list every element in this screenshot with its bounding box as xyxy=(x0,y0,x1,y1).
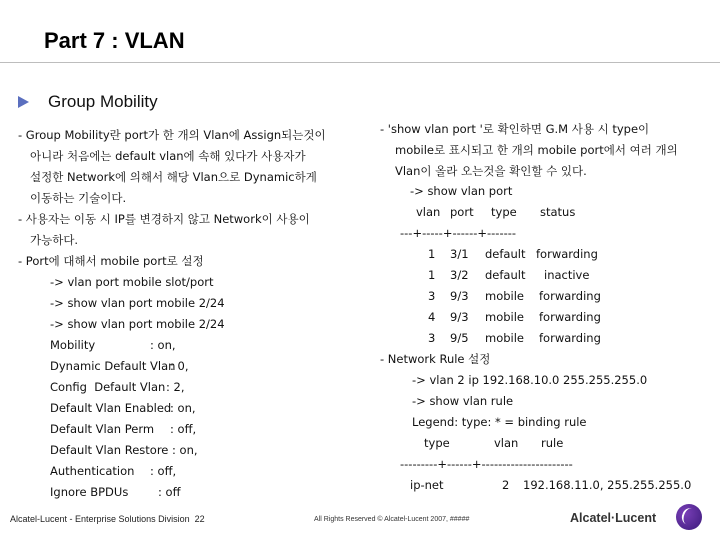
setting-value: : off, xyxy=(150,464,177,478)
cmd-line: -> show vlan port xyxy=(410,184,513,198)
left-line: 설정한 Network에 의해서 해당 Vlan으로 Dynamic하게 xyxy=(30,170,317,184)
cmd-line: -> show vlan rule xyxy=(412,394,514,408)
left-line: 아니라 처음에는 default vlan에 속해 있다가 사용자가 xyxy=(30,149,306,163)
setting-value: : 2, xyxy=(166,380,185,394)
left-line: 이동하는 기술이다. xyxy=(30,191,127,205)
setting-label: Default Vlan Perm xyxy=(50,422,155,436)
triangle-bullet-icon xyxy=(18,96,29,108)
vlan-cell: 3 xyxy=(428,289,436,303)
cmd-line: -> show vlan port mobile 2/24 xyxy=(50,296,225,310)
cmd-line: -> show vlan port mobile 2/24 xyxy=(50,317,225,331)
setting-label: Mobility xyxy=(50,338,96,352)
page-title: Part 7 : VLAN xyxy=(44,28,185,53)
left-line: 가능하다. xyxy=(30,233,79,247)
rule-legend: Legend: type: * = binding rule xyxy=(412,415,587,429)
right-line: mobile로 표시되고 한 개의 mobile port에서 여러 개의 xyxy=(395,143,678,157)
left-line: - Port에 대해서 mobile port로 설정 xyxy=(18,254,204,268)
status-cell: forwarding xyxy=(539,289,601,303)
port-cell: 9/3 xyxy=(450,289,469,303)
setting-value: : off xyxy=(158,485,181,499)
footer-copyright: All Rights Reserved © Alcatel-Lucent 2007, ##### xyxy=(314,516,470,523)
setting-label: Config Default Vlan xyxy=(50,380,166,394)
setting-label: Dynamic Default Vlan xyxy=(50,359,176,373)
port-cell: 9/5 xyxy=(450,331,469,345)
cmd-line: -> vlan 2 ip 192.168.10.0 255.255.255.0 xyxy=(412,373,648,387)
vlan-table-header: type xyxy=(491,205,517,219)
rule-table-separator: ---------+------+---------------------- xyxy=(400,457,573,471)
rule-type-cell: ip-net xyxy=(410,478,444,492)
port-cell: 3/2 xyxy=(450,268,469,282)
type-cell: mobile xyxy=(485,289,525,303)
vlan-cell: 1 xyxy=(428,247,436,261)
type-cell: mobile xyxy=(485,310,525,324)
right-line: - 'show vlan port '로 확인하면 G.M 사용 시 type이 xyxy=(380,122,650,136)
setting-value: : 0, xyxy=(170,359,189,373)
port-cell: 9/3 xyxy=(450,310,469,324)
vlan-cell: 3 xyxy=(428,331,436,345)
footer-division: Alcatel-Lucent - Enterprise Solutions Division 22 xyxy=(10,514,205,524)
setting-value: : on, xyxy=(172,443,198,457)
type-cell: default xyxy=(485,247,526,261)
setting-value: : on, xyxy=(150,338,176,352)
vlan-cell: 1 xyxy=(428,268,436,282)
status-cell: forwarding xyxy=(539,331,601,345)
left-line: - Group Mobility란 port가 한 개의 Vlan에 Assign되는것이 xyxy=(18,128,326,142)
left-line: - 사용자는 이동 시 IP를 변경하지 않고 Network이 사용이 xyxy=(18,212,310,226)
status-cell: inactive xyxy=(544,268,590,282)
port-cell: 3/1 xyxy=(450,247,469,261)
setting-label: Default Vlan Restore xyxy=(50,443,169,457)
vlan-table-separator: ---+-----+------+------- xyxy=(400,226,517,240)
setting-value: : on, xyxy=(170,401,196,415)
vlan-cell: 4 xyxy=(428,310,436,324)
network-rule-heading: - Network Rule 설정 xyxy=(380,352,491,366)
brand-logo-text: Alcatel·Lucent xyxy=(570,511,657,525)
rule-table-header: type xyxy=(424,436,450,450)
rule-vlan-cell: 2 xyxy=(502,478,510,492)
status-cell: forwarding xyxy=(539,310,601,324)
vlan-table-header: vlan xyxy=(416,205,441,219)
rule-table-header: vlan xyxy=(494,436,519,450)
alcatel-lucent-logo-icon xyxy=(676,504,702,530)
rule-table-header: rule xyxy=(541,436,564,450)
cmd-line: -> vlan port mobile slot/port xyxy=(50,275,214,289)
type-cell: default xyxy=(485,268,526,282)
type-cell: mobile xyxy=(485,331,525,345)
setting-label: Authentication xyxy=(50,464,135,478)
title-divider xyxy=(0,62,720,63)
status-cell: forwarding xyxy=(536,247,598,261)
setting-value: : off, xyxy=(170,422,197,436)
section-heading: Group Mobility xyxy=(48,92,158,111)
vlan-table-header: status xyxy=(540,205,576,219)
vlan-table-header: port xyxy=(450,205,474,219)
setting-label: Default Vlan Enabled xyxy=(50,401,172,415)
rule-cell: 192.168.11.0, 255.255.255.0 xyxy=(523,478,692,492)
setting-label: Ignore BPDUs xyxy=(50,485,129,499)
right-line: Vlan이 올라 오는것을 확인할 수 있다. xyxy=(395,164,587,178)
